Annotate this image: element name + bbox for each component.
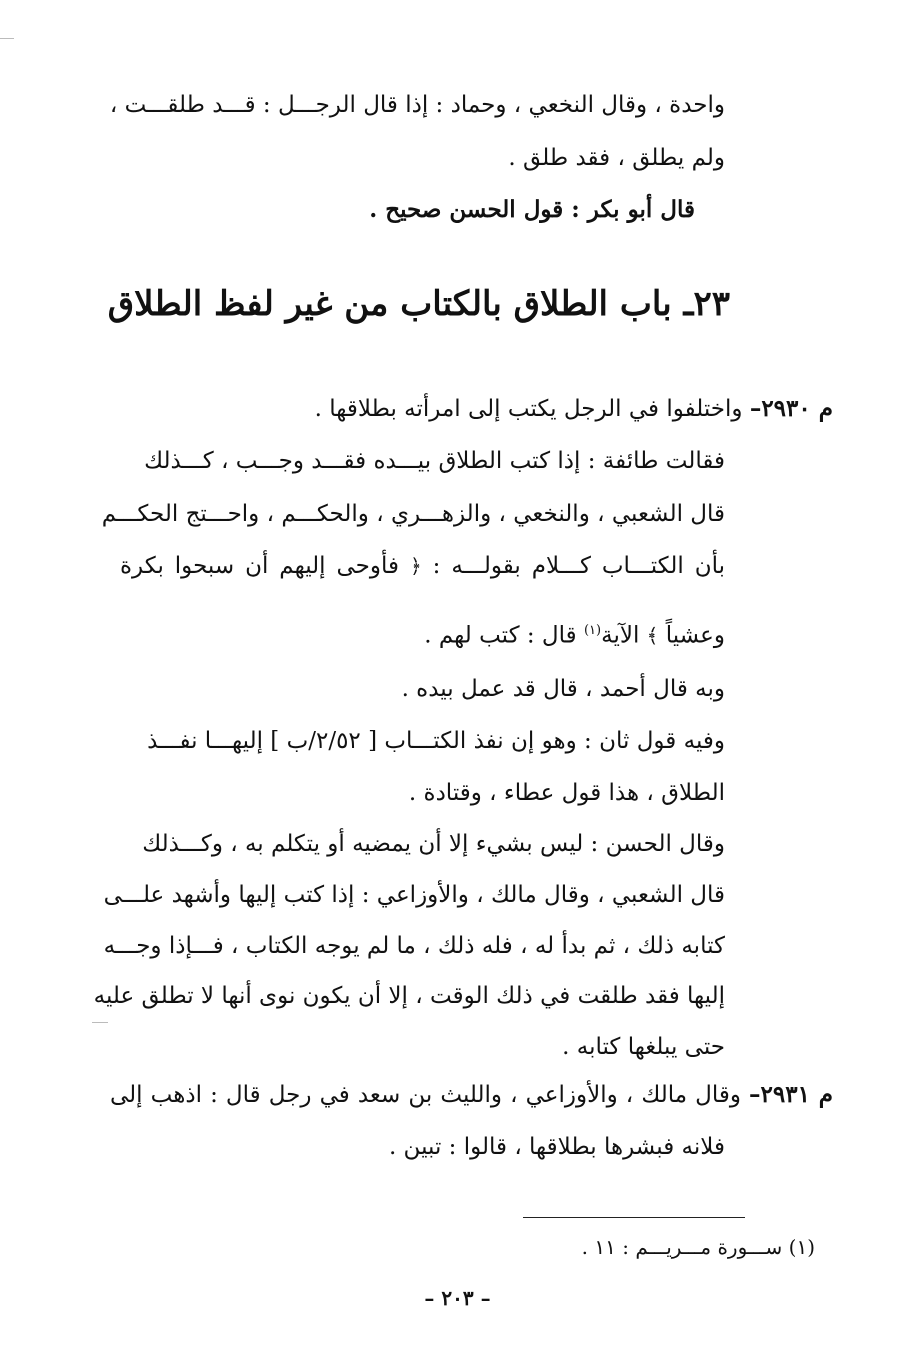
issue-2930-text: واختلفوا في الرجل يكتب إلى امرأته بطلاقها . [314, 396, 743, 422]
chapter-heading: ٢٣ـ باب الطلاق بالكتاب من غير لفظ الطلاق [107, 284, 730, 324]
quran-close-bracket: ﴾ [646, 623, 659, 648]
issue-2930-line-13: حتى يبلغها كتابه . [562, 1034, 725, 1060]
footnote-marker: (١) [788, 1235, 815, 1259]
footnote [515, 1232, 815, 1262]
footnote-reference: (١) [583, 623, 602, 638]
issue-2930-line-7: وفيه قول ثان : وهو إن نفذ الكتـــاب [ ٢/٥٢/ب ] إليهـــا نفـــذ [147, 728, 725, 754]
text-line-2: ولم يطلق ، فقد طلق . [508, 145, 725, 171]
issue-number-2930: م ٢٩٣٠– [749, 395, 833, 422]
issue-2930-line-4 [120, 549, 725, 583]
quran-open-bracket: ﴿ [409, 554, 422, 578]
scan-edge-mark [92, 1022, 108, 1023]
footnote-text: ســـورة مـــريـــم : ١١ . [581, 1235, 783, 1259]
issue-2930-line-12: إليها فقد طلقت في ذلك الوقت ، إلا أن يكون نوى أنها لا تطلق عليه [93, 983, 725, 1009]
issue-2931-text: وقال مالك ، والأوزاعي ، والليث بن سعد في رجل قال : اذهب إلى [110, 1082, 741, 1108]
issue-number-2931: م ٢٩٣١– [749, 1081, 833, 1108]
text-span: الآية [601, 622, 640, 649]
scan-edge-mark [0, 38, 14, 39]
issue-2930-line-6: وبه قال أحمد ، قال قد عمل بيده . [401, 676, 725, 702]
author-statement: قال أبو بكر : قول الحسن صحيح . [369, 196, 695, 223]
issue-2930-line-5 [120, 614, 725, 653]
issue-2930-line-2: فقالت طائفة : إذا كتب الطلاق بيـــده فقـــد وجـــب ، كـــذلك [144, 448, 725, 474]
issue-2931-line-2: فلانه فبشرها بطلاقها ، قالوا : تبين . [388, 1134, 725, 1160]
footnote-divider [523, 1217, 745, 1218]
issue-2930-line-9: وقال الحسن : ليس بشيء إلا أن يمضيه أو يتكلم به ، وكـــذلك [142, 831, 725, 857]
quran-quote-part-1: فأوحى إليهم أن سبحوا بكرة [120, 553, 400, 579]
issue-2930-line-1 [113, 392, 833, 426]
issue-2930-line-11: كتابه ذلك ، ثم بدأ له ، فله ذلك ، ما لم يوجه الكتاب ، فـــإذا وجـــه [103, 933, 725, 959]
text-span: قال : كتب لهم . [424, 622, 577, 649]
issue-2930-line-10: قال الشعبي ، وقال مالك ، والأوزاعي : إذا كتب إليها وأشهد علـــى [103, 882, 725, 908]
text-span: بأن الكتـــاب كـــلام بقولـــه : [432, 553, 726, 579]
quran-quote-part-2: وعشياً [665, 622, 725, 649]
text-line-1: واحدة ، وقال النخعي ، وحماد : إذا قال الرجـــل : قـــد طلقـــت ، [109, 92, 725, 118]
page-number: – ٢٠٣ – [424, 1286, 491, 1310]
issue-2930-line-8: الطلاق ، هذا قول عطاء ، وقتادة . [408, 780, 725, 806]
issue-2930-line-3: قال الشعبي ، والنخعي ، والزهـــري ، والحكـــم ، واحـــتج الحكـــم [101, 501, 725, 527]
issue-2931-line-1 [110, 1078, 833, 1112]
